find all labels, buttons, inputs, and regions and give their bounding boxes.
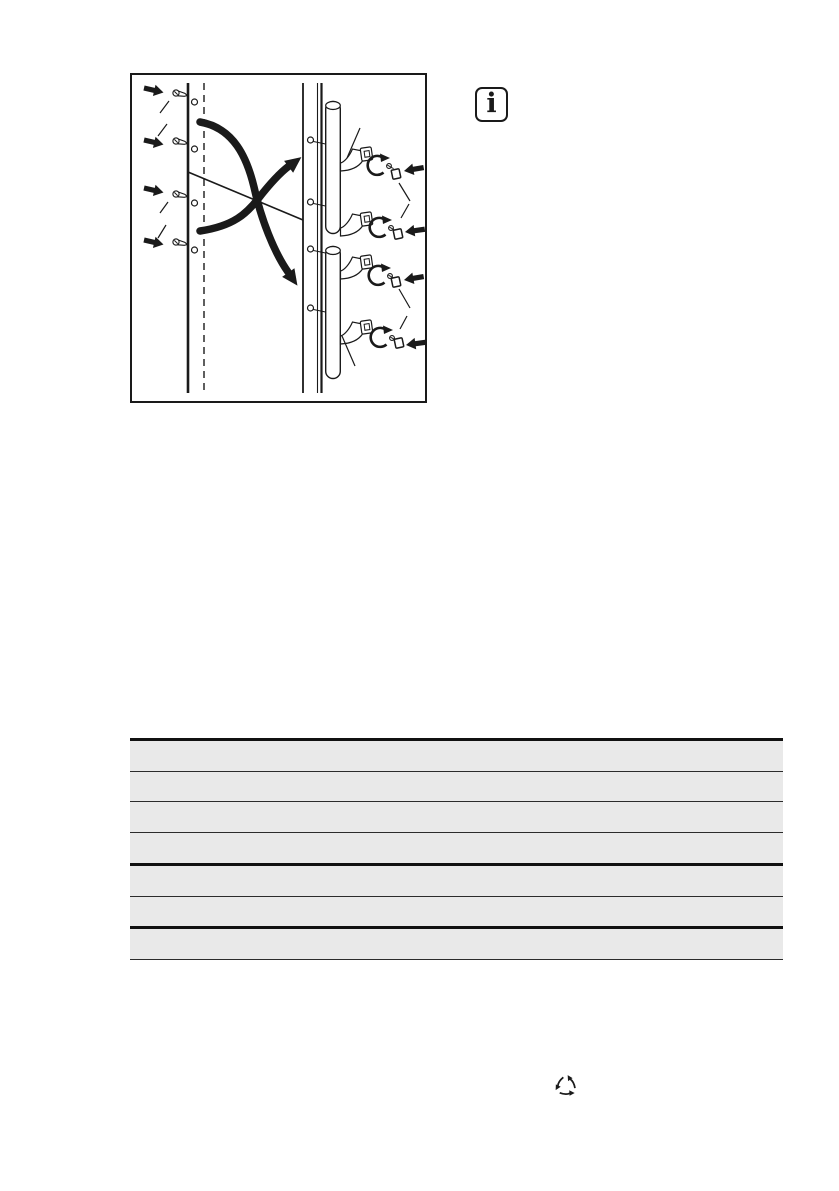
hole-plug-icons [391, 169, 404, 349]
table-row [130, 929, 783, 960]
table-row [130, 802, 783, 833]
door-reversal-diagram [132, 75, 425, 401]
spec-table [130, 738, 783, 960]
recycling-icon [553, 1072, 579, 1098]
rotate-screw-icons [368, 154, 397, 347]
door-handle-top [326, 102, 341, 234]
handle-bracket-icons [341, 147, 373, 344]
plug-pointer-arrow-icons [403, 162, 425, 351]
table-row [130, 897, 783, 930]
screw-pair-leader-lines [158, 101, 169, 238]
table-row [130, 866, 783, 897]
table-row [130, 741, 783, 772]
plug-pair-leader-lines [399, 183, 410, 329]
screw-pointer-arrow-icons [143, 82, 165, 250]
table-row [130, 833, 783, 866]
mounting-holes-right [308, 137, 326, 312]
door-reversal-figure [130, 73, 427, 403]
table-row [130, 772, 783, 803]
screw-icons [172, 89, 188, 247]
door-handle-bottom [326, 247, 341, 379]
info-icon-glyph: i [486, 88, 497, 119]
recycling-symbol-arrows [553, 1074, 577, 1096]
info-icon [475, 87, 508, 122]
